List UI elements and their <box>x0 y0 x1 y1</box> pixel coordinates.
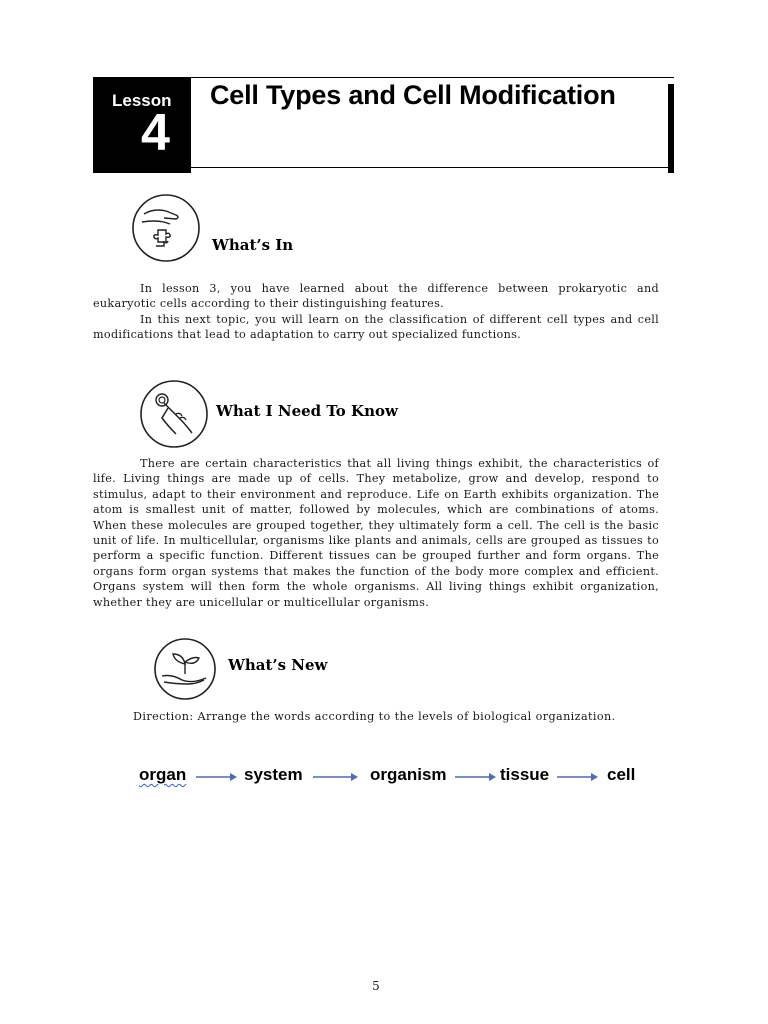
flow-word-cell: cell <box>607 765 636 784</box>
flow-word-tissue: tissue <box>500 765 550 784</box>
arrow-right-icon <box>455 771 497 783</box>
header-bottom-rule <box>191 167 668 168</box>
lesson-badge <box>93 77 191 173</box>
what-i-need-to-know-paragraph: There are certain characteristics that all living things exhibit, the characteristics of life. Living things are made up of cells. They metabolize, grow and develop, respond to stimulus, adapt to their environment and reproduce. Life on Earth exhibits organization. The atom is smallest unit of matter, followed by molecules, which are combinations of atoms. When these molecules are grouped together, they ultimately form a cell. The cell is the basic unit of life. In multicellular, organisms like plants and animals, cells are grouped as tissues to perform a specific function. Different tissues can be grouped further and form organs. The organs form organ systems that makes the function of the body more complex and efficient. Organs system will then form the whole organisms. All living things exhibit organization, whether they are unicellular or multicellular organisms. <box>93 457 659 609</box>
pointing-hand-icon <box>138 378 210 450</box>
lesson-label: Lesson <box>112 91 172 110</box>
direction-text: Direction: Arrange the words according to the levels of biological organization. <box>133 710 616 723</box>
section-title-whats-new: What’s New <box>228 656 328 674</box>
whats-in-text <box>93 281 659 343</box>
flow-word-organism: organism <box>370 765 447 784</box>
header-right-bar <box>668 84 674 173</box>
puzzle-hand-icon <box>130 192 202 264</box>
arrow-right-icon <box>313 771 359 783</box>
lesson-number: 4 <box>141 104 170 162</box>
lesson-title: Cell Types and Cell Modification <box>210 80 616 110</box>
flow-word-organ: organ <box>139 765 187 784</box>
arrow-right-icon <box>557 771 599 783</box>
header-top-rule <box>191 77 674 78</box>
page-number: 5 <box>372 979 380 993</box>
section-title-whats-in: What’s In <box>212 236 294 254</box>
flow-word-system: system <box>244 765 303 784</box>
whats-in-paragraph-2: In this next topic, you will learn on the classification of different cell types and cell modifications that lead to adaptation to carry out specialized functions. <box>93 312 659 342</box>
section-title-what-i-need-to-know: What I Need To Know <box>216 402 398 420</box>
arrow-right-icon <box>196 771 238 783</box>
whats-in-paragraph-1: In lesson 3, you have learned about the difference between prokaryotic and eukaryotic cells according to their distinguishing features. <box>93 282 659 311</box>
seedling-hand-icon <box>152 636 218 702</box>
what-i-need-to-know-text <box>93 456 659 610</box>
